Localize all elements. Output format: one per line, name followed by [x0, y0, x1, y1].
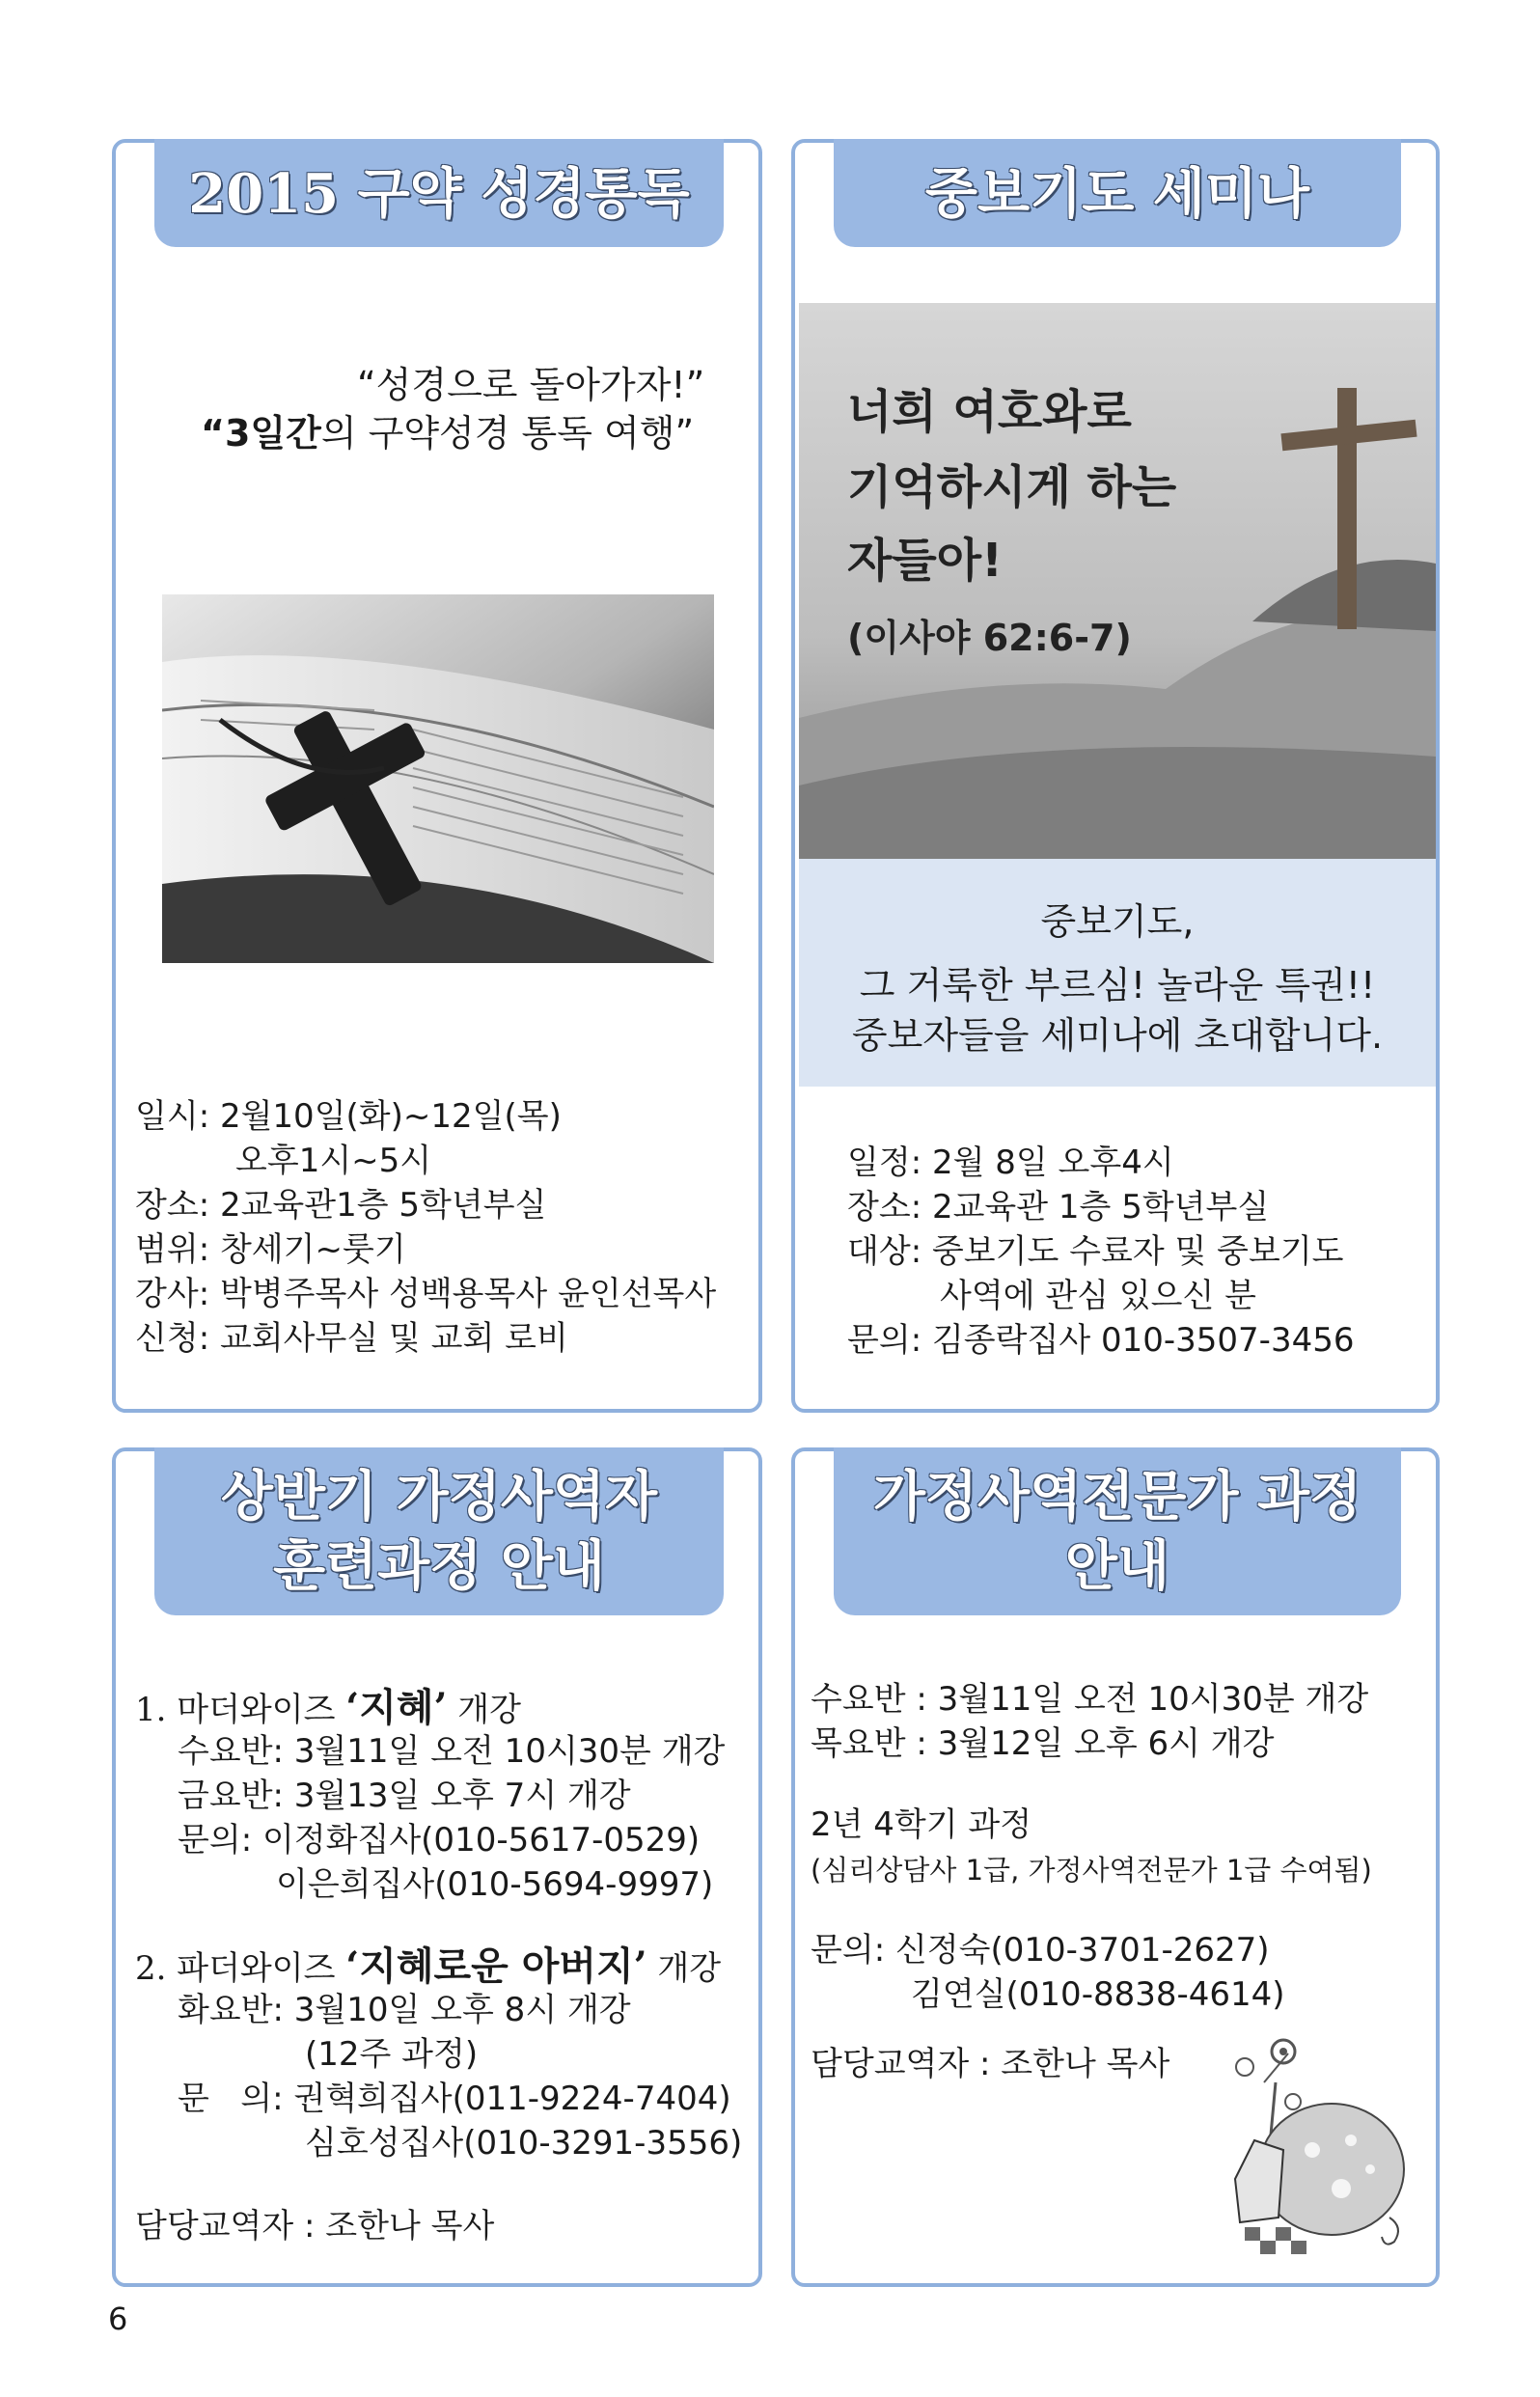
fatherwise-contact: 문 의: 권혁희집사(011-9224-7404) — [178, 2080, 731, 2118]
detail-target: 대상: 중보기도 수료자 및 중보기도 — [847, 1232, 1344, 1271]
detail-date: 일시: 2월10일(화)~12일(목) — [135, 1097, 562, 1136]
card-title: 2015 구약 성경통독 — [188, 162, 690, 226]
quote-bold: “3일간 — [201, 412, 321, 455]
card-title-tab — [154, 1447, 724, 1615]
course-certificate-note: (심리상담사 1급, 가정사역전문가 1급 수여됨) — [811, 1854, 1372, 1887]
detail-apply: 신청: 교회사무실 및 교회 로비 — [135, 1319, 568, 1358]
card-title: 중보기도 세미나 — [924, 162, 1310, 226]
course-length: 2년 4학기 과정 — [811, 1805, 1032, 1844]
section-suffix: 개강 — [646, 1949, 722, 1988]
detail-place: 장소: 2교육관1층 5학년부실 — [135, 1186, 547, 1225]
contact-2: 김연실(010-8838-4614) — [911, 1975, 1285, 2014]
card-title-line-1: 가정사역전문가 과정 — [872, 1465, 1362, 1529]
section-prefix: 1. 마더와이즈 — [135, 1691, 346, 1729]
detail-target-cont: 사역에 관심 있으신 분 — [940, 1277, 1257, 1315]
fatherwise-tuesday: 화요반: 3월10일 오후 8시 개강 — [178, 1991, 631, 2029]
quote-rest: 의 구약성경 통독 여행” — [320, 412, 695, 455]
schedule-wednesday: 수요반 : 3월11일 오전 10시30분 개강 — [811, 1680, 1369, 1719]
card-family-ministry-training — [112, 1447, 762, 2287]
section-bold-title: ‘지혜’ — [345, 1685, 448, 1730]
invite-line-1: 중보기도, — [1040, 900, 1195, 943]
card-title-tab — [834, 139, 1401, 247]
section-suffix: 개강 — [447, 1691, 521, 1729]
motherwise-friday: 금요반: 3월13일 오후 7시 개강 — [178, 1777, 631, 1815]
card-intercession-seminar — [791, 139, 1440, 1413]
verse-line-1: 너희 여호와로 — [847, 385, 1132, 439]
motherwise-contact: 문의: 이정화집사(010-5617-0529) — [178, 1821, 701, 1860]
verse-line-3: 자들아! — [847, 534, 1003, 588]
quote-line-2 — [201, 403, 694, 456]
card-bible-reading — [112, 139, 762, 1413]
card-title-tab — [834, 1447, 1401, 1615]
detail-place: 장소: 2교육관 1층 5학년부실 — [847, 1188, 1270, 1226]
fatherwise-duration: (12주 과정) — [305, 2035, 479, 2074]
quote-line-1: “성경으로 돌아가자!” — [357, 364, 705, 406]
invite-line-2: 그 거룩한 부르심! 놀라운 특권!! — [859, 964, 1376, 1006]
motherwise-contact-2: 이은희집사(010-5694-9997) — [276, 1865, 714, 1904]
detail-time: 오후1시~5시 — [235, 1142, 432, 1180]
motherwise-wednesday: 수요반: 3월11일 오전 10시30분 개강 — [178, 1732, 726, 1771]
staff-in-charge: 담당교역자 : 조한나 목사 — [811, 2045, 1170, 2083]
section-motherwise-heading — [135, 1677, 521, 1732]
detail-range: 범위: 창세기~룻기 — [135, 1230, 406, 1269]
card-title-line-2: 훈련과정 안내 — [272, 1534, 606, 1598]
detail-speakers: 강사: 박병주목사 성백용목사 윤인선목사 — [135, 1275, 717, 1313]
detail-schedule: 일정: 2월 8일 오후4시 — [847, 1143, 1174, 1182]
staff-in-charge: 담당교역자 : 조한나 목사 — [135, 2207, 495, 2245]
invitation-band — [799, 859, 1436, 1087]
card-family-ministry-specialist — [791, 1447, 1440, 2287]
detail-contact: 문의: 김종락집사 010-3507-3456 — [847, 1321, 1355, 1360]
card-title-tab — [154, 139, 724, 247]
contact-1: 문의: 신정숙(010-3701-2627) — [811, 1931, 1270, 1970]
card-title-line-1: 상반기 가정사역자 — [220, 1465, 658, 1529]
invite-line-3: 중보자들을 세미나에 초대합니다. — [851, 1014, 1384, 1057]
flower-vase-illustration — [1196, 2025, 1418, 2256]
section-prefix: 2. 파더와이즈 — [135, 1949, 346, 1988]
verse-line-2: 기억하시게 하는 — [847, 460, 1177, 514]
fatherwise-contact-2: 심호성집사(010-3291-3556) — [305, 2124, 743, 2163]
page-number: 6 — [108, 2301, 128, 2337]
verse-reference: (이사야 62:6-7) — [847, 617, 1132, 659]
section-fatherwise-heading — [135, 1936, 721, 1991]
section-bold-title: ‘지혜로운 아버지’ — [345, 1943, 647, 1989]
card-title-line-2: 안내 — [1064, 1534, 1170, 1598]
bible-cross-photo — [162, 594, 714, 963]
schedule-thursday: 목요반 : 3월12일 오후 6시 개강 — [811, 1724, 1275, 1763]
